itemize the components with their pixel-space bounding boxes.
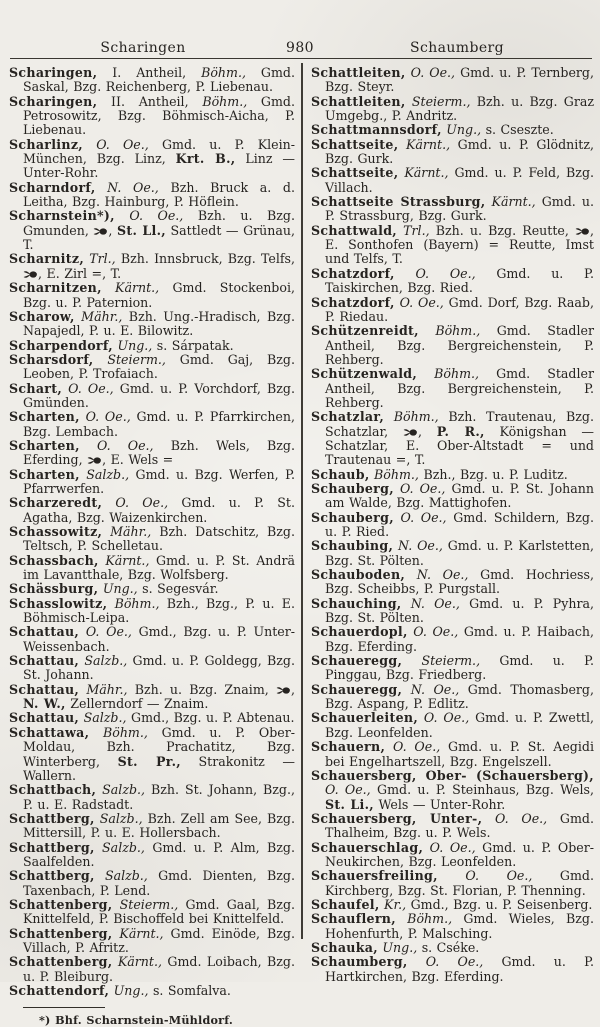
gazetteer-entry bbox=[9, 955, 295, 984]
entry-text: Gmd. Dorf, Bzg. Raab, P. Riedau. bbox=[325, 294, 594, 324]
entry-text: Wels — Unter-Rohr. bbox=[374, 796, 506, 812]
entry-headword: Scharten, bbox=[9, 437, 80, 453]
gazetteer-entry bbox=[311, 123, 594, 137]
entry-text: Gmd. u. P. Glödnitz, Bzg. Gurk. bbox=[325, 136, 594, 167]
entry-headword: Schattmannsdorf, bbox=[311, 122, 442, 138]
entry-text: Gmd. Thomasberg, Bzg. Aspang, P. Edlitz. bbox=[325, 681, 594, 712]
gazetteer-entry bbox=[311, 941, 594, 955]
entry-text: Gmd. u. P. Haibach, Bzg. Eferding. bbox=[325, 624, 594, 654]
region-abbreviation: O. Oe., bbox=[62, 380, 114, 396]
region-abbreviation: Kärnt., bbox=[112, 925, 164, 941]
gazetteer-entry bbox=[311, 468, 594, 482]
entry-text: Gmd. Stadler Antheil, Bzg. Bergreichenstein, P. Rehberg. bbox=[325, 366, 594, 410]
entry-headword: Schässburg, bbox=[9, 581, 99, 597]
gazetteer-entry bbox=[9, 382, 295, 411]
entry-text: Bzh., Bzg., P. u. E. Böhmisch-Leipa. bbox=[23, 595, 296, 626]
region-abbreviation: N. Oe., bbox=[405, 567, 469, 583]
entry-headword: Schaufel, bbox=[311, 896, 380, 912]
entry-headword: Scharnitz, bbox=[9, 251, 85, 267]
entry-text: Bzh. u. Bzg. Gmunden, bbox=[23, 208, 295, 238]
region-abbreviation: Kärnt., bbox=[98, 552, 150, 568]
entry-headword: Schattawa, bbox=[9, 724, 90, 740]
entry-headword: Schaubing, bbox=[311, 538, 394, 554]
entry-text: Gmd. u. P. Karlstetten, Bzg. St. Pölten. bbox=[325, 538, 595, 568]
region-abbreviation: O. Oe., bbox=[407, 624, 459, 640]
region-abbreviation: Böhm., bbox=[417, 366, 480, 382]
gazetteer-entry bbox=[311, 812, 594, 841]
entry-headword: Schattseite, bbox=[311, 165, 399, 181]
gazetteer-entry bbox=[311, 769, 594, 812]
entry-headword: Schauflern, bbox=[311, 911, 396, 927]
region-abbreviation: O. Oe., bbox=[102, 495, 169, 511]
region-abbreviation: O. Oe., bbox=[79, 624, 132, 640]
region-abbreviation: Ung., bbox=[441, 122, 482, 138]
gazetteer-entry bbox=[311, 482, 594, 511]
entry-headword: Scharndorf, bbox=[9, 179, 96, 195]
entry-headword: Schattau, bbox=[9, 710, 80, 726]
entry-headword: Schattberg, bbox=[9, 839, 95, 855]
gazetteer-entry bbox=[9, 711, 295, 725]
route-label: St. Ll., bbox=[116, 222, 166, 238]
route-label: P. R., bbox=[436, 423, 485, 439]
gazetteer-entry bbox=[311, 740, 594, 769]
entry-text: Gmd. u. P. Strassburg, Bzg. Gurk. bbox=[325, 194, 595, 224]
gazetteer-entry bbox=[9, 181, 295, 210]
region-abbreviation: N. Oe., bbox=[402, 681, 460, 697]
entry-headword: Schattau, bbox=[9, 653, 80, 669]
entry-text: , bbox=[108, 222, 117, 238]
entry-headword: Schattenberg, bbox=[9, 925, 113, 941]
region-abbreviation: Salzb., bbox=[94, 810, 143, 826]
gazetteer-entry bbox=[311, 625, 594, 654]
region-abbreviation: Salzb., bbox=[94, 839, 145, 855]
gazetteer-entry bbox=[311, 654, 594, 683]
region-abbreviation: O. Oe., bbox=[79, 409, 131, 425]
entry-text: Gmd. u. P. Klein-München, Bzg. Linz, bbox=[23, 136, 295, 167]
railway-winged-wheel-icon bbox=[575, 224, 590, 238]
entry-text: Sattledt — Grünau, T. bbox=[23, 222, 295, 253]
entry-text: Gmd. Wieles, Bzg. Hohenfurth, P. Malsching. bbox=[325, 911, 595, 941]
entry-headword: Schassbach, bbox=[9, 552, 99, 568]
entry-text: Gmd. u. P. St. Johann am Walde, Bzg. Mattighofen. bbox=[325, 480, 594, 511]
entry-text: Gmd. Gaal, Bzg. Knittelfeld, P. Bischoffeld bei Knittelfeld. bbox=[23, 896, 296, 927]
entry-headword: Scharten, bbox=[9, 409, 80, 425]
region-abbreviation: Böhm., bbox=[384, 409, 439, 425]
entry-headword: Scharpendorf, bbox=[9, 337, 113, 353]
entry-text: Gmd. u. P. Steinhaus, Bzg. Wels, bbox=[370, 782, 594, 798]
entry-text: II. Antheil, bbox=[97, 93, 203, 109]
gazetteer-entry bbox=[311, 410, 594, 467]
entry-text: Bzh. Bruck a. d. Leitha, Bzg. Hainburg, P. Höflein. bbox=[23, 179, 295, 210]
region-abbreviation: O. Oe., bbox=[393, 480, 446, 496]
header-rule bbox=[10, 58, 592, 59]
region-abbreviation: Mähr., bbox=[79, 681, 128, 697]
entry-headword: Scharlinz, bbox=[9, 136, 83, 152]
railway-winged-wheel-icon bbox=[403, 425, 418, 439]
entry-headword: Schauerleiten, bbox=[311, 710, 419, 726]
entry-text: Gmd. u. P. Feld, Bzg. Villach. bbox=[325, 165, 595, 195]
gazetteer-entry bbox=[9, 654, 295, 683]
entry-headword: Schützenwald, bbox=[311, 366, 418, 382]
entry-text: Bzh. Datschitz, Bzg. Teltsch, P. Schelletau. bbox=[23, 524, 295, 554]
entry-text: Bzh. Zell am See, Bzg. Mittersill, P. u. E. Hollersbach. bbox=[23, 810, 295, 841]
entry-text: Bzh. Trautenau, Bzg. Schatzlar, bbox=[325, 409, 594, 439]
header-keyword-right: Schaumberg bbox=[409, 40, 504, 56]
entry-text: Gmd. u. P. Pfarrkirchen, Bzg. Lembach. bbox=[23, 409, 295, 439]
entry-text: Gmd., Bzg. u. P. Unter-Weissenbach. bbox=[23, 624, 295, 654]
region-abbreviation: O. Oe., bbox=[394, 294, 444, 310]
entry-headword: Schattseite, bbox=[311, 136, 399, 152]
entry-headword: Schauerdopl, bbox=[311, 624, 408, 640]
entry-headword: Scharingen, bbox=[9, 65, 98, 80]
region-abbreviation: O. Oe., bbox=[437, 868, 533, 884]
entry-headword: Schattberg, bbox=[9, 868, 95, 884]
entry-text: Gmd. Gaj, Bzg. Leoben, P. Trofaiach. bbox=[23, 351, 296, 382]
entry-text: Gmd. u. P. Pinggau, Bzg. Friedberg. bbox=[325, 653, 595, 683]
entry-headword: Schaueregg, bbox=[311, 653, 403, 669]
entry-headword: Schaueregg, bbox=[311, 681, 403, 697]
entry-text: Gmd. Dienten, Bzg. Taxenbach, P. Lend. bbox=[23, 868, 295, 898]
header-keyword-left: Scharingen bbox=[100, 40, 186, 56]
entry-text: Bzh. St. Johann, Bzg., P. u. E. Radstadt. bbox=[23, 782, 295, 812]
entry-text: Gmd. u. P. Ober-Moldau, Bzh. Prachatitz, Bzg. Winterberg, bbox=[23, 724, 295, 769]
railway-winged-wheel-icon bbox=[93, 224, 108, 238]
region-abbreviation: O. Oe., bbox=[407, 954, 484, 970]
page-number: 980 bbox=[286, 40, 314, 56]
entry-headword: Schattleiten, bbox=[311, 93, 406, 109]
entry-headword: Schauching, bbox=[311, 595, 402, 611]
region-abbreviation: Kärnt., bbox=[112, 954, 162, 970]
entry-headword: Schatzlar, bbox=[311, 409, 385, 425]
gazetteer-entry bbox=[9, 95, 295, 138]
region-abbreviation: Kärnt., bbox=[485, 194, 536, 210]
entry-text: Gmd. Hochriess, Bzg. Scheibbs, P. Purgstall. bbox=[325, 567, 594, 597]
entry-text: Königshan — Schatzlar, E. Ober-Altstadt = und Trautenau =, T. bbox=[325, 423, 594, 468]
entry-text: Gmd. u. P. Goldegg, Bzg. St. Johann. bbox=[23, 653, 295, 683]
gazetteer-entry bbox=[311, 138, 594, 167]
region-abbreviation: O. Oe., bbox=[393, 509, 447, 525]
entry-text: s. Somfalva. bbox=[148, 983, 231, 998]
entry-headword: Schatzdorf, bbox=[311, 265, 395, 281]
gazetteer-entry bbox=[9, 525, 295, 554]
entry-text: Gmd. u. P. Taiskirchen, Bzg. Ried. bbox=[325, 265, 594, 296]
entry-text: , bbox=[417, 423, 437, 439]
gazetteer-entry bbox=[9, 339, 295, 353]
entry-text: Gmd. Thalheim, Bzg. u. P. Wels. bbox=[325, 810, 594, 841]
region-abbreviation: Böhm., bbox=[395, 911, 453, 927]
region-abbreviation: Kr., bbox=[379, 896, 407, 912]
region-abbreviation: O. Oe., bbox=[394, 265, 476, 281]
region-abbreviation: O. Oe., bbox=[114, 208, 184, 224]
page-header bbox=[0, 40, 600, 56]
gazetteer-entry bbox=[9, 281, 295, 310]
column-divider bbox=[301, 63, 303, 939]
entry-text: Gmd. Schildern, Bzg. u. P. Ried. bbox=[325, 509, 594, 539]
region-abbreviation: Steierm., bbox=[93, 351, 166, 367]
gazetteer-entry bbox=[9, 869, 295, 898]
entry-headword: Schattau, bbox=[9, 681, 80, 697]
region-abbreviation: Mähr., bbox=[102, 524, 152, 539]
region-abbreviation: Böhm., bbox=[201, 65, 246, 80]
entry-text: Bzh. u. Bzg. Graz Umgebg., P. Andritz. bbox=[325, 93, 595, 124]
entry-text: , bbox=[290, 681, 295, 697]
gazetteer-entry bbox=[311, 95, 594, 124]
entry-headword: Schattau, bbox=[9, 624, 80, 640]
gazetteer-entry bbox=[9, 138, 295, 181]
entry-headword: Schaumberg, bbox=[311, 954, 408, 970]
gazetteer-entry bbox=[9, 898, 295, 927]
route-label: N. W., bbox=[23, 696, 66, 712]
gazetteer-entry bbox=[311, 511, 594, 540]
gazetteer-entry bbox=[311, 568, 594, 597]
gazetteer-entry bbox=[9, 310, 295, 339]
entry-text: Gmd. u. P. St. Aegidi bei Engelhartszell, Bzg. Engelszell. bbox=[325, 739, 594, 769]
region-abbreviation: Steierm., bbox=[405, 93, 471, 109]
gazetteer-entry bbox=[9, 984, 295, 998]
gazetteer-entry bbox=[311, 683, 594, 712]
entry-text: Bzh. Innsbruck, Bzg. Telfs, bbox=[115, 251, 295, 267]
entry-text: s. Cséke. bbox=[417, 939, 480, 955]
route-label: St. Li., bbox=[325, 796, 374, 812]
region-abbreviation: Böhm., bbox=[418, 323, 481, 339]
entry-headword: Schattberg, bbox=[9, 810, 95, 826]
gazetteer-entry bbox=[9, 927, 295, 956]
region-abbreviation: Salzb., bbox=[94, 868, 148, 884]
entry-text: Bzh. Wels, Bzg. Eferding, bbox=[23, 437, 295, 468]
entry-headword: Schauersfreiling, bbox=[311, 868, 438, 884]
entry-headword: Schattbach, bbox=[9, 782, 97, 798]
entry-text: Gmd. u. P. Zwettl, Bzg. Leonfelden. bbox=[325, 710, 594, 740]
gazetteer-entry bbox=[311, 166, 594, 195]
region-abbreviation: Trl., bbox=[397, 222, 430, 238]
entry-text: Gmd. Petrosowitz, Bzg. Böhmisch-Aicha, P. Liebenau. bbox=[23, 93, 295, 138]
entry-headword: Schatzdorf, bbox=[311, 294, 395, 310]
region-abbreviation: Steierm., bbox=[112, 896, 179, 912]
entry-headword: Schattenberg, bbox=[9, 896, 113, 912]
region-abbreviation: Ung., bbox=[377, 939, 418, 955]
gazetteer-entry bbox=[9, 841, 295, 870]
entry-text: , E. Wels = bbox=[102, 452, 174, 468]
gazetteer-entry bbox=[311, 869, 594, 898]
gazetteer-entry bbox=[9, 783, 295, 812]
gazetteer-entry bbox=[9, 625, 295, 654]
region-abbreviation: O. Oe., bbox=[405, 65, 456, 80]
region-abbreviation: Kärnt., bbox=[101, 280, 160, 296]
entry-text: Gmd. Kirchberg, Bzg. St. Florian, P. Thenning. bbox=[325, 868, 594, 898]
entry-headword: Schauerschlag, bbox=[311, 839, 424, 855]
entry-headword: Scharow, bbox=[9, 308, 75, 324]
entry-headword: Schauberg, bbox=[311, 480, 394, 496]
region-abbreviation: Kärnt., bbox=[398, 136, 451, 152]
gazetteer-entry bbox=[311, 841, 594, 870]
gazetteer-entry bbox=[311, 539, 594, 568]
region-abbreviation: O. Oe., bbox=[423, 839, 476, 855]
entry-headword: Schauboden, bbox=[311, 567, 406, 583]
gazetteer-entry bbox=[9, 66, 295, 95]
railway-winged-wheel-icon bbox=[276, 683, 291, 697]
entry-headword: Schattendorf, bbox=[9, 983, 110, 998]
region-abbreviation: Böhm., bbox=[202, 93, 248, 109]
entry-headword: Schattenberg, bbox=[9, 954, 113, 970]
entry-text: Gmd. u. P. St. Andrä im Lavantthale, Bzg. Wolfsberg. bbox=[23, 552, 296, 583]
gazetteer-entry bbox=[311, 66, 594, 95]
entry-text: s. Sárpatak. bbox=[152, 337, 234, 353]
gazetteer-entry bbox=[9, 353, 295, 382]
entry-text: Gmd. u. P. Ternberg, Bzg. Steyr. bbox=[325, 65, 594, 95]
entry-headword: Schauersberg, Unter-, bbox=[311, 810, 483, 826]
gazetteer-entry bbox=[9, 209, 295, 252]
region-abbreviation: Böhm., bbox=[369, 466, 419, 482]
entry-text: Gmd., Bzg. u. P. Abtenau. bbox=[126, 710, 295, 726]
railway-winged-wheel-icon bbox=[23, 267, 38, 281]
entry-headword: Scharten, bbox=[9, 466, 80, 482]
region-abbreviation: N. Oe., bbox=[393, 538, 443, 554]
gazetteer-entry bbox=[9, 468, 295, 497]
region-abbreviation: Trl., bbox=[84, 251, 116, 267]
gazetteer-entry bbox=[9, 726, 295, 783]
entry-headword: Schattseite Strassburg, bbox=[311, 194, 486, 210]
entry-text: Gmd. u. Bzg. Werfen, P. Pfarrwerfen. bbox=[23, 466, 295, 496]
entry-text: Gmd., Bzg. u. P. Seisenberg. bbox=[406, 896, 593, 912]
entry-text: Gmd. Stockenboi, Bzg. u. P. Paternion. bbox=[23, 280, 295, 310]
entry-text: Bzh. u. Bzg. Reutte, bbox=[429, 222, 575, 238]
entry-text: Linz — Unter-Rohr. bbox=[23, 151, 295, 181]
region-abbreviation: Salzb., bbox=[79, 653, 128, 669]
entry-text: s. Cseszte. bbox=[481, 122, 554, 138]
gazetteer-entry bbox=[311, 224, 594, 267]
gazetteer-entry bbox=[9, 582, 295, 596]
entry-headword: Schauersberg, Ober- (Schauersberg), bbox=[311, 767, 594, 783]
gazetteer-entry bbox=[9, 439, 295, 468]
entry-text: I. Antheil, bbox=[97, 65, 202, 80]
gazetteer-entry bbox=[311, 267, 594, 296]
entry-text: Strakonitz — Wallern. bbox=[23, 753, 295, 783]
gazetteer-entry bbox=[311, 296, 594, 325]
entry-text: Gmd. Einöde, Bzg. Villach, P. Afritz. bbox=[23, 925, 296, 955]
entry-headword: Scharzeredt, bbox=[9, 495, 103, 511]
gazetteer-entry bbox=[311, 367, 594, 410]
entry-headword: Schasslowitz, bbox=[9, 595, 108, 611]
entry-text: Gmd. u. P. Alm, Bzg. Saalfelden. bbox=[23, 839, 295, 869]
gazetteer-entry bbox=[311, 195, 594, 224]
entry-headword: Schattwald, bbox=[311, 222, 397, 238]
railway-winged-wheel-icon bbox=[87, 453, 102, 467]
region-abbreviation: O. Oe., bbox=[325, 782, 371, 798]
entry-headword: Schaub, bbox=[311, 466, 370, 482]
entry-headword: Scharnitzen, bbox=[9, 280, 102, 296]
entry-headword: Scharnstein*), bbox=[9, 208, 115, 224]
column-left bbox=[9, 66, 295, 1027]
entry-text: Gmd. u. P. Vorchdorf, Bzg. Gmünden. bbox=[23, 380, 295, 410]
region-abbreviation: Mähr., bbox=[74, 308, 123, 324]
entry-headword: Schauern, bbox=[311, 739, 386, 755]
entry-headword: Schauka, bbox=[311, 939, 378, 955]
region-abbreviation: Böhm., bbox=[107, 595, 160, 611]
entry-headword: Schart, bbox=[9, 380, 63, 396]
region-abbreviation: Ung., bbox=[109, 983, 149, 998]
entry-text: Gmd. Loibach, Bzg. u. P. Bleiburg. bbox=[23, 954, 295, 984]
entry-text: Gmd. Stadler Antheil, Bzg. Bergreichenstein, P. Rehberg. bbox=[325, 323, 594, 367]
entry-text: , E. Zirl =, T. bbox=[38, 265, 122, 281]
gazetteer-entry bbox=[9, 496, 295, 525]
entry-text: Gmd. u. P. St. Agatha, Bzg. Waizenkirchen. bbox=[23, 495, 295, 525]
region-abbreviation: O. Oe., bbox=[79, 437, 154, 453]
region-abbreviation: Salzb., bbox=[79, 466, 130, 482]
entry-headword: Schützenreidt, bbox=[311, 323, 419, 339]
entry-text: , E. Sonthofen (Bayern) = Reutte, Imst und Telfs, T. bbox=[325, 222, 594, 267]
gazetteer-entry bbox=[311, 711, 594, 740]
footnote-rule bbox=[23, 1007, 105, 1008]
gazetteer-entry bbox=[311, 324, 594, 367]
gazetteer-entry bbox=[311, 955, 594, 984]
region-abbreviation: Kärnt., bbox=[398, 165, 449, 181]
region-abbreviation: Ung., bbox=[98, 581, 138, 597]
entry-headword: Schattleiten, bbox=[311, 65, 406, 80]
region-abbreviation: Steierm., bbox=[402, 653, 481, 669]
gazetteer-entry bbox=[9, 410, 295, 439]
entry-text: Gmd. Saskal, Bzg. Reichenberg, P. Liebenau. bbox=[23, 65, 295, 95]
gazetteer-entry bbox=[9, 683, 295, 712]
entry-text: Bzh. u. Bzg. Znaim, bbox=[127, 681, 276, 697]
entry-text: Gmd. u. P. Ober-Neukirchen, Bzg. Leonfelden. bbox=[325, 839, 594, 869]
entry-text: s. Segesvár. bbox=[137, 581, 219, 597]
column-right bbox=[311, 66, 594, 984]
gazetteer-entry bbox=[9, 554, 295, 583]
entry-text: Gmd. u. P. Pyhra, Bzg. St. Pölten. bbox=[325, 595, 594, 626]
region-abbreviation: O. Oe., bbox=[385, 739, 441, 755]
entry-text: Bzh., Bzg. u. P. Luditz. bbox=[418, 466, 568, 482]
entry-headword: Scharingen, bbox=[9, 93, 98, 109]
gazetteer-entry bbox=[311, 597, 594, 626]
entry-headword: Schassowitz, bbox=[9, 524, 103, 539]
gazetteer-entry bbox=[311, 912, 594, 941]
entry-text: Gmd. u. P. Hartkirchen, Bzg. Eferding. bbox=[325, 954, 594, 984]
entry-headword: Schauberg, bbox=[311, 509, 394, 525]
region-abbreviation: O. Oe., bbox=[418, 710, 470, 726]
region-abbreviation: Salzb., bbox=[79, 710, 127, 726]
route-label: St. Pr., bbox=[117, 753, 181, 769]
gazetteer-entry bbox=[311, 898, 594, 912]
region-abbreviation: Böhm., bbox=[89, 724, 148, 740]
gazetteer-entry bbox=[9, 812, 295, 841]
region-abbreviation: N. Oe., bbox=[95, 179, 159, 195]
footnote: *) Bhf. Scharnstein-Mühldorf. bbox=[39, 1013, 233, 1027]
region-abbreviation: O. Oe., bbox=[82, 136, 149, 152]
route-label: Krt. B., bbox=[175, 151, 236, 167]
region-abbreviation: N. Oe., bbox=[401, 595, 460, 611]
entry-text: Zellerndorf — Znaim. bbox=[65, 696, 209, 712]
entry-text: Bzh. Ung.-Hradisch, Bzg. Napajedl, P. u. E. Bilowitz. bbox=[23, 308, 295, 339]
region-abbreviation: Salzb., bbox=[96, 782, 146, 798]
region-abbreviation: Ung., bbox=[112, 337, 153, 353]
entry-headword: Scharsdorf, bbox=[9, 351, 94, 367]
gazetteer-entry bbox=[9, 597, 295, 626]
region-abbreviation: O. Oe., bbox=[482, 810, 548, 826]
gazetteer-entry bbox=[9, 252, 295, 281]
